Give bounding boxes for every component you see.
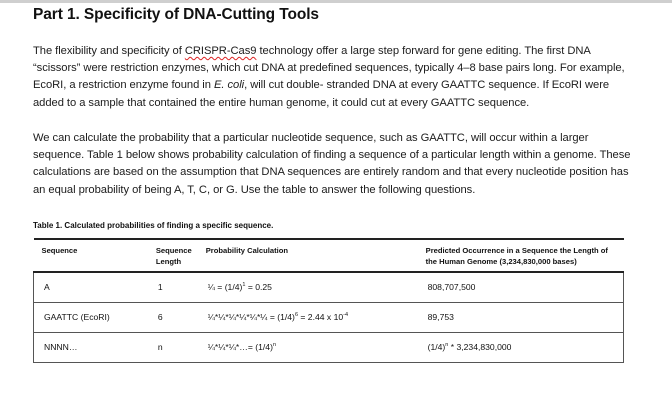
table-header-row xyxy=(34,239,624,272)
crispr-term: CRISPR-Cas9 xyxy=(184,45,257,57)
cell-length: n xyxy=(148,333,198,363)
intro-text-end: , will cut double- stranded DNA at every GAATTC sequence. If EcoRI were added to a sample that contained the entire human genome, it could cut at every GAATTC sequence. xyxy=(33,79,610,109)
calc-exponent-2: -4 xyxy=(343,312,349,319)
cell-predicted xyxy=(418,303,624,333)
calc-tail: = 2.44 x 10 xyxy=(298,312,344,322)
cell-sequence: A xyxy=(34,272,148,303)
predicted-main: (1/4) xyxy=(427,342,446,352)
probability-paragraph: We can calculate the probability that a particular nucleotide sequence, such as GAATTC, will occur within a larger sequence. Table 1 below shows probability calculation of finding a sequence of a particular length within a genome. These calculations are based on the assumption that DNA sequences are entirely random and that every nucleotide position has an equal probability of being A, T, C, or G. Use the table to answer the following questions. xyxy=(33,132,631,196)
header-sequence: Sequence xyxy=(34,239,148,272)
window-top-border xyxy=(0,0,672,3)
table-row xyxy=(34,272,624,303)
predicted-exponent: n xyxy=(445,342,449,349)
cell-sequence: NNNN… xyxy=(34,333,148,363)
calc-tail: = 0.25 xyxy=(245,282,272,292)
calc-main: ¼*¼*¼*…= (1/4) xyxy=(207,342,273,352)
header-predicted: Predicted Occurrence in a Sequence the Length of the Human Genome (3,234,830,000 bases) xyxy=(418,239,624,272)
intro-paragraph xyxy=(33,43,639,112)
cell-sequence: GAATTC (EcoRI) xyxy=(34,303,148,333)
header-length: Sequence Length xyxy=(148,239,198,272)
predicted-main: 808,707,500 xyxy=(427,282,476,292)
predicted-tail: * 3,234,830,000 xyxy=(448,342,512,352)
table-row xyxy=(34,303,624,333)
page-title: Part 1. Specificity of DNA-Cutting Tools xyxy=(33,6,319,23)
cell-length: 6 xyxy=(148,303,198,333)
cell-length: 1 xyxy=(148,272,198,303)
calc-exponent: 6 xyxy=(294,312,298,319)
calc-main: ¼*¼*¼*¼*¼*¼ = (1/4) xyxy=(207,312,295,322)
cell-calculation xyxy=(198,272,418,303)
cell-predicted xyxy=(418,272,624,303)
intro-text-start: The flexibility and specificity of xyxy=(33,45,185,57)
cell-calculation xyxy=(198,333,418,363)
organism-name: E. coli xyxy=(213,79,245,92)
calc-main: ¼ = (1/4) xyxy=(207,282,243,292)
probability-table xyxy=(33,238,624,363)
cell-calculation xyxy=(198,303,418,333)
calc-exponent: n xyxy=(272,342,277,349)
cell-predicted xyxy=(418,333,624,363)
predicted-main: 89,753 xyxy=(427,312,454,322)
header-calculation: Probability Calculation xyxy=(198,239,418,272)
table-row xyxy=(34,333,624,363)
intro-text-middle: technology offer a large step forward for gene editing. The first DNA “scissors” were restriction enzymes, which cut DNA at predefined sequences, typically 4–8 base pairs long. For example, EcoRI, a restriction enzyme found in xyxy=(33,45,625,92)
table-caption: Table 1. Calculated probabilities of finding a specific sequence. xyxy=(33,221,274,230)
calc-exponent: 1 xyxy=(242,282,246,289)
